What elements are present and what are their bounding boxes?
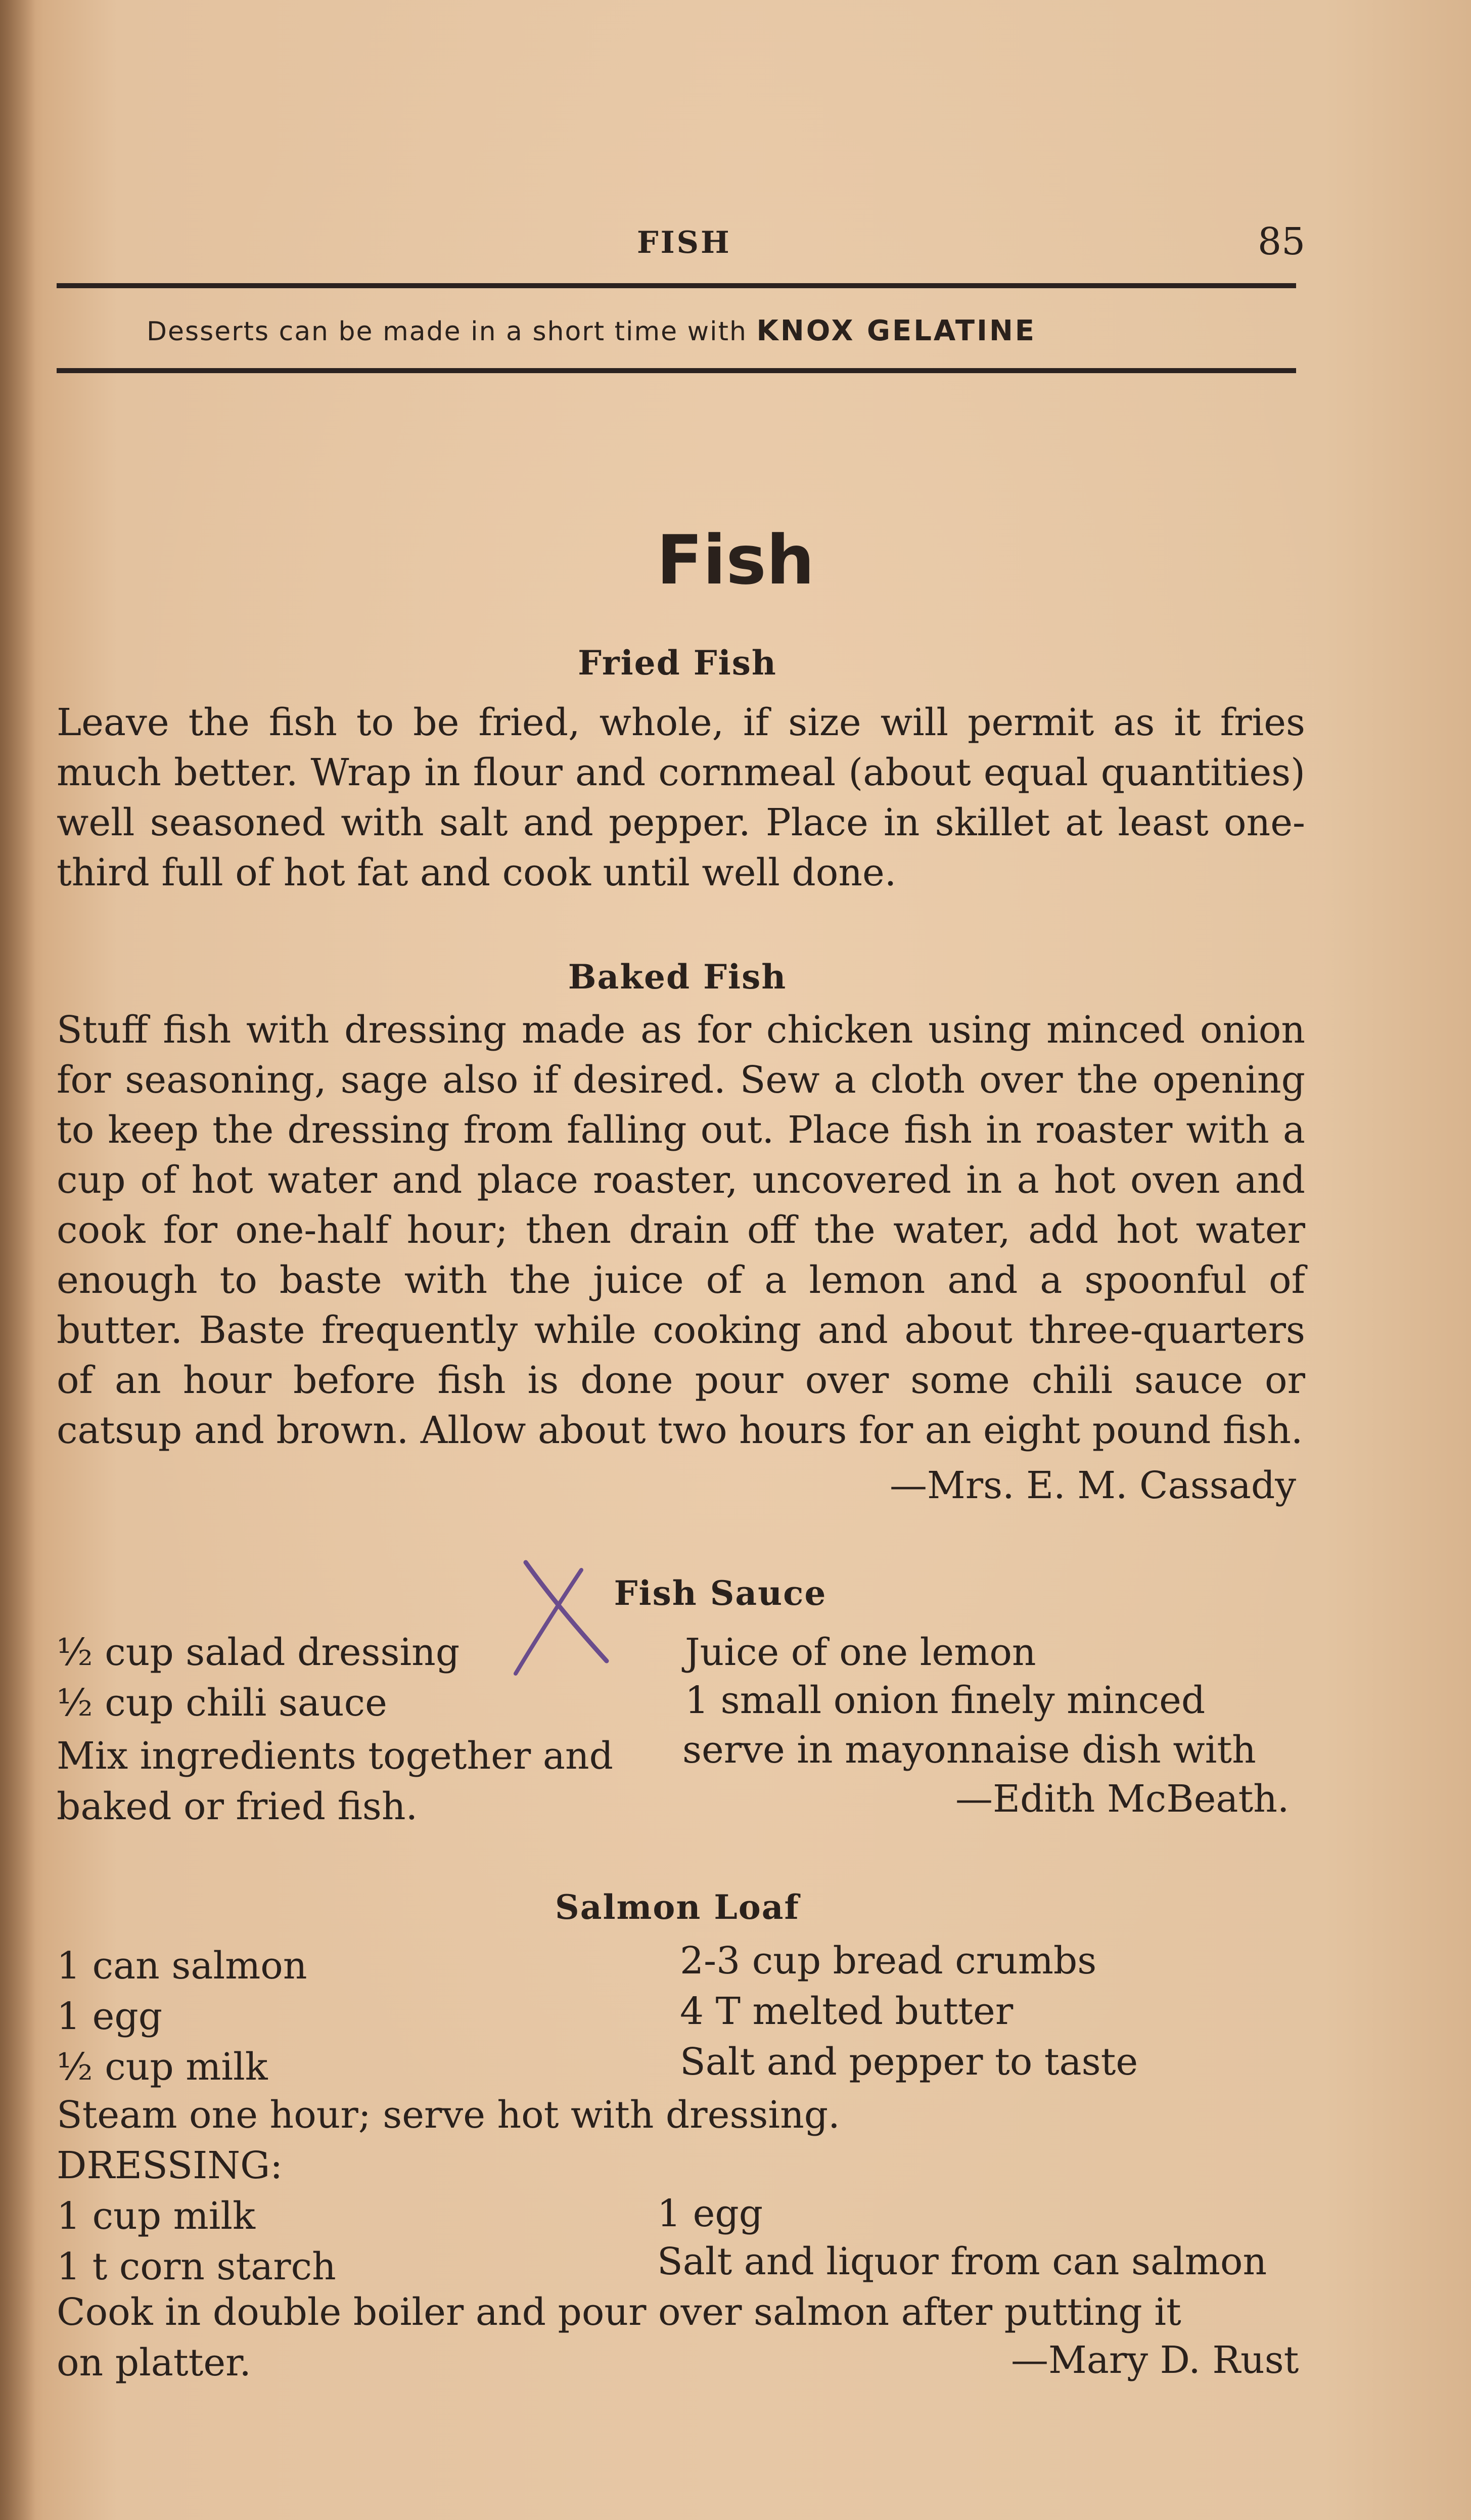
- dressing-ingredient-right: 1 egg: [657, 2192, 763, 2235]
- salmon-ingredient-left: 1 egg: [57, 1995, 163, 2038]
- advert-tagline: [147, 314, 1036, 347]
- attribution-fish-sauce: —Edith McBeath.: [955, 1777, 1290, 1821]
- attribution-baked-fish: —Mrs. E. M. Cassady: [890, 1464, 1297, 1507]
- tagline-brand: KNOX GELATINE: [756, 314, 1037, 347]
- fish-sauce-method-left: Mix ingredients together and: [57, 1734, 613, 1778]
- recipe-body-baked-fish: Stuff fish with dressing made as for chicken using minced onion for seasoning, sage also if desired. Sew a cloth over the opening to keep the dressing from falling out. Place fish in roaster with a cup of hot water and place roaster, uncovered in a hot oven and cook for one-half hour; then drain off the water, add hot water enough to baste with the juice of a lemon and a spoonful of butter. Baste frequently while cooking and about three-quarters of an hour before fish is done pour over some chili sauce or catsup and brown. Allow about two hours for an eight pound fish.: [57, 1008, 1305, 1452]
- recipe-title-salmon-loaf: Salmon Loaf: [555, 1887, 800, 1927]
- recipe-title-fish-sauce: Fish Sauce: [614, 1573, 827, 1613]
- spine-shadow: [0, 0, 35, 2520]
- salmon-ingredient-right: 4 T melted butter: [680, 1990, 1014, 2033]
- page-number: 85: [1258, 220, 1306, 263]
- fish-sauce-ingredient-right: 1 small onion finely minced: [685, 1679, 1206, 1722]
- fish-sauce-method-right: serve in mayonnaise dish with: [682, 1728, 1256, 1772]
- dressing-ingredient-left: 1 cup milk: [57, 2194, 255, 2238]
- header-rule-top: [57, 283, 1296, 288]
- attribution-salmon-loaf: —Mary D. Rust: [1011, 2338, 1299, 2382]
- salmon-steam-line: Steam one hour; serve hot with dressing.: [57, 2093, 840, 2137]
- recipe-body-fried-fish: Leave the fish to be fried, whole, if size will permit as it fries much better. Wrap in flour and cornmeal (about equal quantities) well seasoned with salt and pepper. Place in skillet at least one-third full of hot fat and cook until well done.: [57, 701, 1305, 894]
- dressing-ingredient-right: Salt and liquor from can salmon: [657, 2240, 1267, 2283]
- salmon-final-line1: Cook in double boiler and pour over salmon after putting it: [57, 2290, 1181, 2334]
- fish-sauce-ingredient-left: ½ cup chili sauce: [57, 1681, 387, 1725]
- fish-sauce-ingredient-right: Juice of one lemon: [685, 1631, 1036, 1674]
- running-header-title: FISH: [637, 225, 731, 260]
- pencil-x-mark: [505, 1552, 627, 1684]
- salmon-ingredient-left: ½ cup milk: [57, 2045, 268, 2089]
- section-title: Fish: [656, 521, 815, 600]
- header-rule-bottom: [57, 368, 1296, 373]
- fish-sauce-ingredient-left: ½ cup salad dressing: [57, 1631, 460, 1674]
- recipe-title-fried-fish: Fried Fish: [578, 643, 777, 683]
- salmon-dressing-label: DRESSING:: [57, 2144, 283, 2187]
- fish-sauce-method-line2: baked or fried fish.: [57, 1785, 418, 1828]
- salmon-final-line2: on platter.: [57, 2341, 251, 2384]
- dressing-ingredient-left: 1 t corn starch: [57, 2245, 336, 2288]
- salmon-ingredient-right: 2-3 cup bread crumbs: [680, 1939, 1097, 1983]
- tagline-text: Desserts can be made in a short time with: [147, 317, 757, 347]
- recipe-title-baked-fish: Baked Fish: [568, 957, 787, 997]
- salmon-ingredient-right: Salt and pepper to taste: [680, 2040, 1138, 2084]
- salmon-ingredient-left: 1 can salmon: [57, 1944, 307, 1988]
